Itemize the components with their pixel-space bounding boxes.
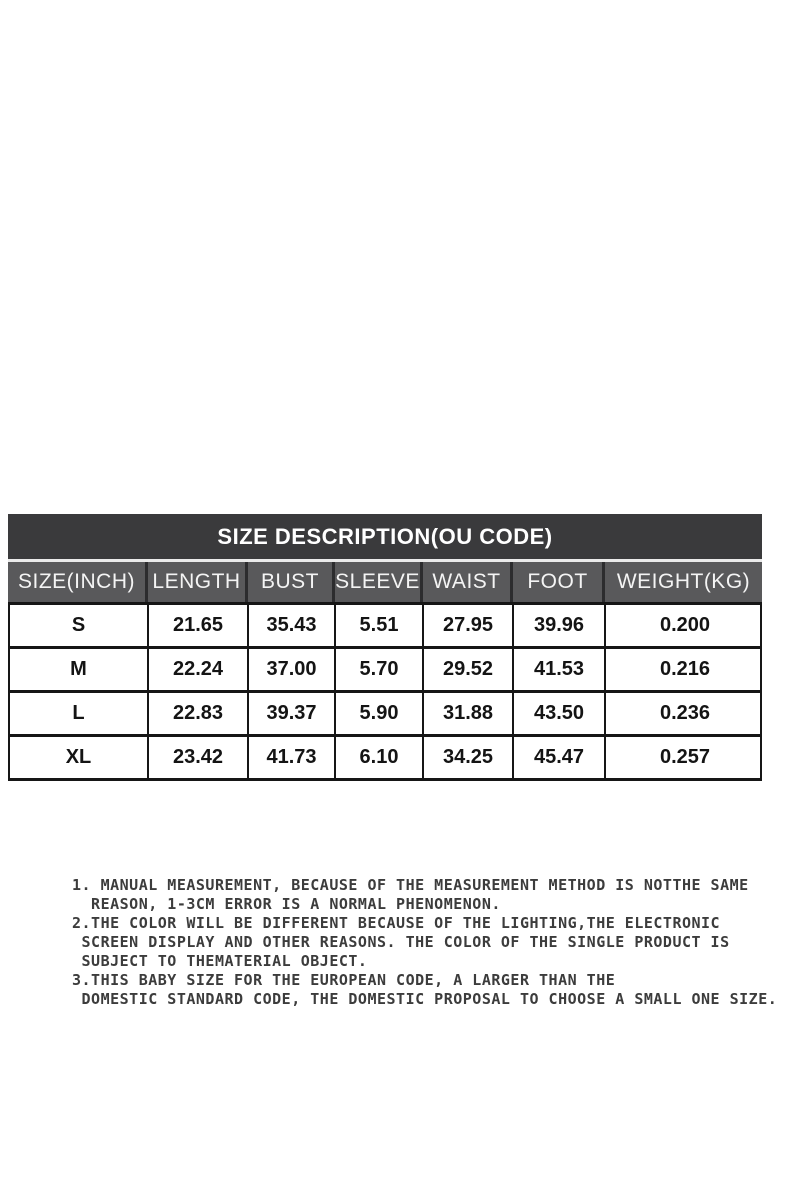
bust-cell: 35.43 (247, 605, 334, 646)
bust-cell: 41.73 (247, 737, 334, 778)
weight-cell: 0.257 (604, 737, 764, 778)
note-line: SCREEN DISPLAY AND OTHER REASONS. THE COLOR OF THE SINGLE PRODUCT IS (72, 933, 730, 951)
weight-cell: 0.200 (604, 605, 764, 646)
note-line: 1. MANUAL MEASUREMENT, BECAUSE OF THE MEASUREMENT METHOD IS NOTTHE SAME (72, 876, 749, 894)
length-cell: 23.42 (147, 737, 247, 778)
weight-cell: 0.216 (604, 649, 764, 690)
sleeve-cell: 5.51 (334, 605, 422, 646)
column-header-foot: FOOT (510, 562, 602, 602)
table-row-s (10, 605, 760, 649)
foot-cell: 43.50 (512, 693, 604, 734)
size-label-cell: M (70, 658, 87, 680)
note-line: SUBJECT TO THEMATERIAL OBJECT. (72, 952, 368, 970)
table-row-m (10, 649, 760, 693)
size-label-cell: XL (65, 746, 92, 768)
size-chart-body (8, 602, 762, 781)
note-line: 2.THE COLOR WILL BE DIFFERENT BECAUSE OF THE LIGHTING,THE ELECTRONIC (72, 914, 721, 932)
weight-cell: 0.236 (604, 693, 764, 734)
sleeve-cell: 6.10 (334, 737, 422, 778)
foot-cell: 41.53 (512, 649, 604, 690)
measurement-notes (72, 876, 777, 1009)
sleeve-cell: 5.90 (334, 693, 422, 734)
column-header-weight: WEIGHT(KG) (602, 562, 762, 602)
length-cell: 22.24 (147, 649, 247, 690)
foot-cell: 39.96 (512, 605, 604, 646)
note-line: REASON, 1-3CM ERROR IS A NORMAL PHENOMENON. (72, 895, 501, 913)
size-label-cell: L (72, 702, 85, 724)
waist-cell: 34.25 (422, 737, 512, 778)
table-row-xl (10, 737, 760, 778)
foot-cell: 45.47 (512, 737, 604, 778)
note-line: DOMESTIC STANDARD CODE, THE DOMESTIC PROPOSAL TO CHOOSE A SMALL ONE SIZE. (72, 990, 778, 1008)
size-label-cell: S (71, 614, 86, 636)
waist-cell: 27.95 (422, 605, 512, 646)
column-header-waist: WAIST (420, 562, 510, 602)
size-chart-header-row (8, 562, 762, 602)
waist-cell: 29.52 (422, 649, 512, 690)
bust-cell: 37.00 (247, 649, 334, 690)
size-chart-title: SIZE DESCRIPTION(OU CODE) (8, 514, 762, 559)
sleeve-cell: 5.70 (334, 649, 422, 690)
waist-cell: 31.88 (422, 693, 512, 734)
length-cell: 22.83 (147, 693, 247, 734)
column-header-bust: BUST (245, 562, 332, 602)
note-line: 3.THIS BABY SIZE FOR THE EUROPEAN CODE, A LARGER THAN THE (72, 971, 616, 989)
size-chart-table (8, 514, 762, 781)
bust-cell: 39.37 (247, 693, 334, 734)
table-row-l (10, 693, 760, 737)
column-header-sleeve: SLEEVE (332, 562, 420, 602)
length-cell: 21.65 (147, 605, 247, 646)
column-header-size: SIZE(INCH) (18, 570, 135, 593)
column-header-length: LENGTH (145, 562, 245, 602)
